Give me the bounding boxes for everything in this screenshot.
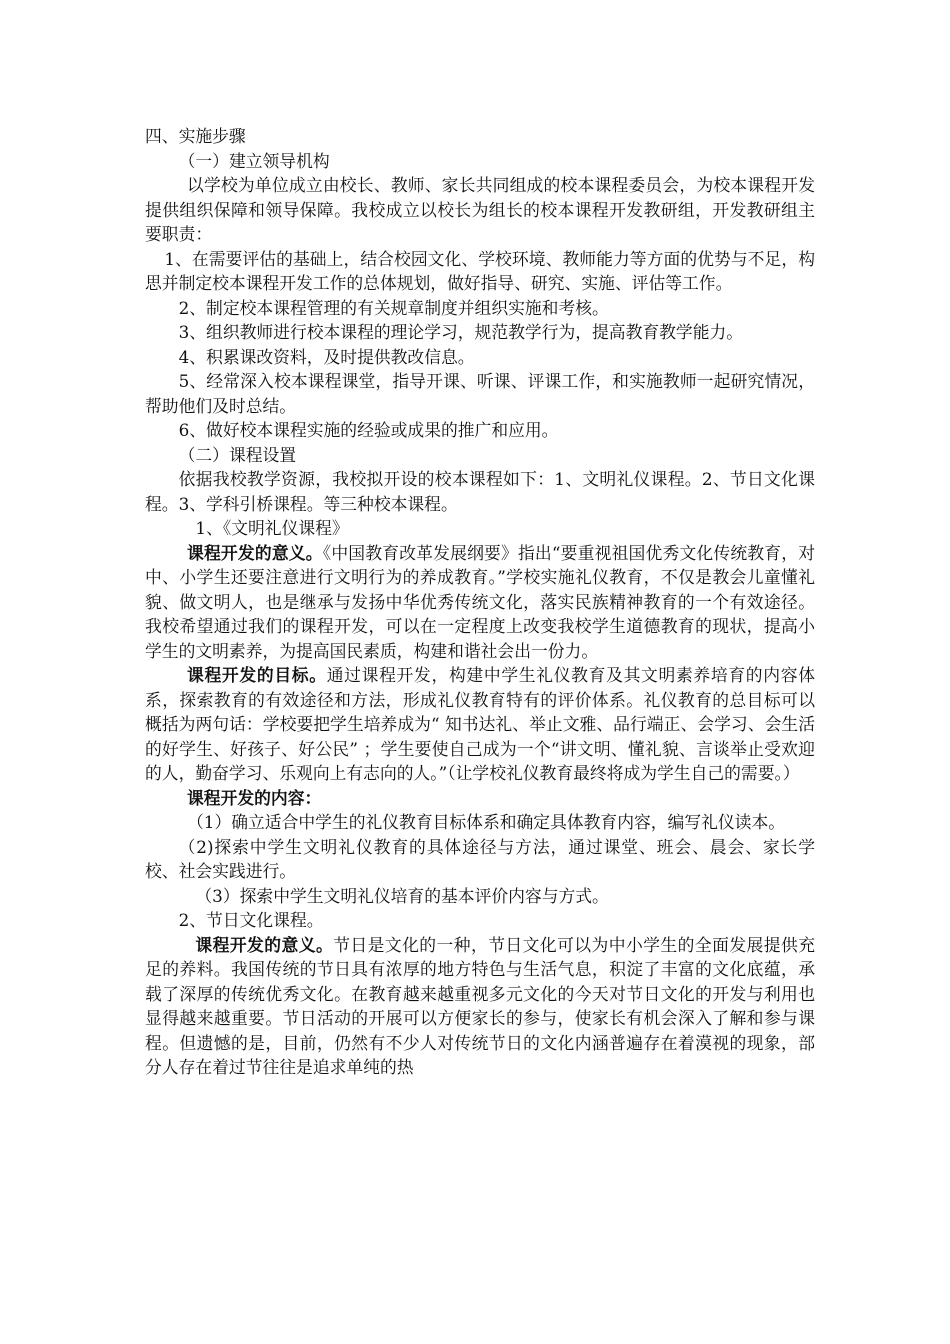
- course-1-goal-heading: 课程开发的目标。: [187, 665, 327, 685]
- duty-item-6: 6、做好校本课程实施的经验或成果的推广和应用。: [178, 420, 559, 440]
- course-1-title: 1、《文明礼仪课程》: [195, 518, 349, 538]
- document-page: [145, 124, 815, 1080]
- course-2-meaning-heading: 课程开发的意义。: [195, 934, 334, 955]
- course-2-title: 2、节日文化课程。: [178, 910, 324, 930]
- course-1-meaning-text: 《中国教育改革发展纲要》指出“要重视祖国优秀文化传统教育，对中、小学生还要注意进行文明行为的养成教育。”学校实施礼仪教育，不仅是教会儿童懂礼貌、做文明人，也是继承与发扬中华优秀传统文化，落实民族精神教育的一个有效途径。我校希望通过我们的课程开发，可以在一定程度上改变我校学生道德教育的现状，提高小学生的文明素养，为提高国民素质，构建和谐社会出一份力。: [145, 542, 815, 661]
- subsection-heading-2: （二）课程设置: [178, 444, 297, 465]
- course-1-content-heading: 课程开发的内容：: [187, 787, 322, 808]
- course-1-meaning: [145, 541, 815, 664]
- duty-item-4: 4、积累课改资料，及时提供教改信息。: [178, 346, 475, 367]
- duty-item-3: 3、组织教师进行校本课程的理论学习，规范教学行为，提高教育教学能力。: [178, 322, 744, 342]
- subsection-heading-1: （一）建立领导机构: [178, 150, 330, 171]
- course-1-content-item-1: （1）确立适合中学生的礼仪教育目标体系和确定具体教育内容，编写礼仪读本。: [187, 812, 786, 832]
- duty-item-1: 1、在需要评估的基础上，结合校园文化、学校环境、教师能力等方面的优势与不足，构思并制定校本课程开发工作的总体规划，做好指导、研究、实施、评估等工作。: [145, 248, 815, 293]
- course-1-goal-text: 通过课程开发，构建中学生礼仪教育及其文明素养培育的内容体系，探索教育的有效途径和方法，形成礼仪教育特有的评价体系。礼仪教育的总目标可以概括为两句话：学校要把学生培养成为“ 知书达礼、举止文雅、品行端正、会学习、会生活的好学生、好孩子、好公民” ；学生要使自己成为一个“讲文明、懂礼貌、言谈举止受欢迎的人，勤奋学习、乐观向上有志向的人。”（让学校礼仪教育最终将成为学生自己的需要。）: [145, 665, 815, 783]
- course-1-content-item-3: （3）探索中学生文明礼仪培育的基本评价内容与方式。: [195, 885, 609, 906]
- paragraph-course-setting: 依据我校教学资源，我校拟开设的校本课程如下：1、文明礼仪课程。2、节日文化课程。3、学科引桥课程。等三种校本课程。: [145, 469, 815, 514]
- paragraph-leadership: 以学校为单位成立由校长、教师、家长共同组成的校本课程委员会，为校本课程开发提供组织保障和领导保障。我校成立以校长为组长的校本课程开发教研组，开发教研组主要职责：: [145, 175, 815, 244]
- course-2-meaning-text: 节日是文化的一种，节日文化可以为中小学生的全面发展提供充足的养料。我国传统的节日具有浓厚的地方特色与生活气息，积淀了丰富的文化底蕴，承载了深厚的传统优秀文化。在教育越来越重视多元文化的今天对节日文化的开发与利用也显得越来越重要。节日活动的开展可以方便家长的参与，使家长有机会深入了解和参与课程。但遗憾的是，目前，仍然有不少人对传统节日的文化内涵普遍存在着漠视的现象，部分人存在着过节往往是追求单纯的热: [145, 934, 815, 1077]
- section-title: 四、实施步骤: [145, 126, 246, 146]
- duty-item-2: 2、制定校本课程管理的有关规章制度并组织实施和考核。: [178, 297, 609, 318]
- course-2-meaning: [145, 933, 815, 1080]
- duty-item-5: 5、经常深入校本课程课堂，指导开课、听课、评课工作，和实施教师一起研究情况，帮助他们及时总结。: [145, 371, 815, 416]
- course-1-meaning-heading: 课程开发的意义。: [187, 542, 323, 563]
- course-1-goal: [145, 663, 815, 786]
- course-1-content-item-2: （2)探索中学生文明礼仪教育的具体途径与方法，通过课堂、班会、晨会、家长学校、社会实践进行。: [145, 836, 815, 881]
